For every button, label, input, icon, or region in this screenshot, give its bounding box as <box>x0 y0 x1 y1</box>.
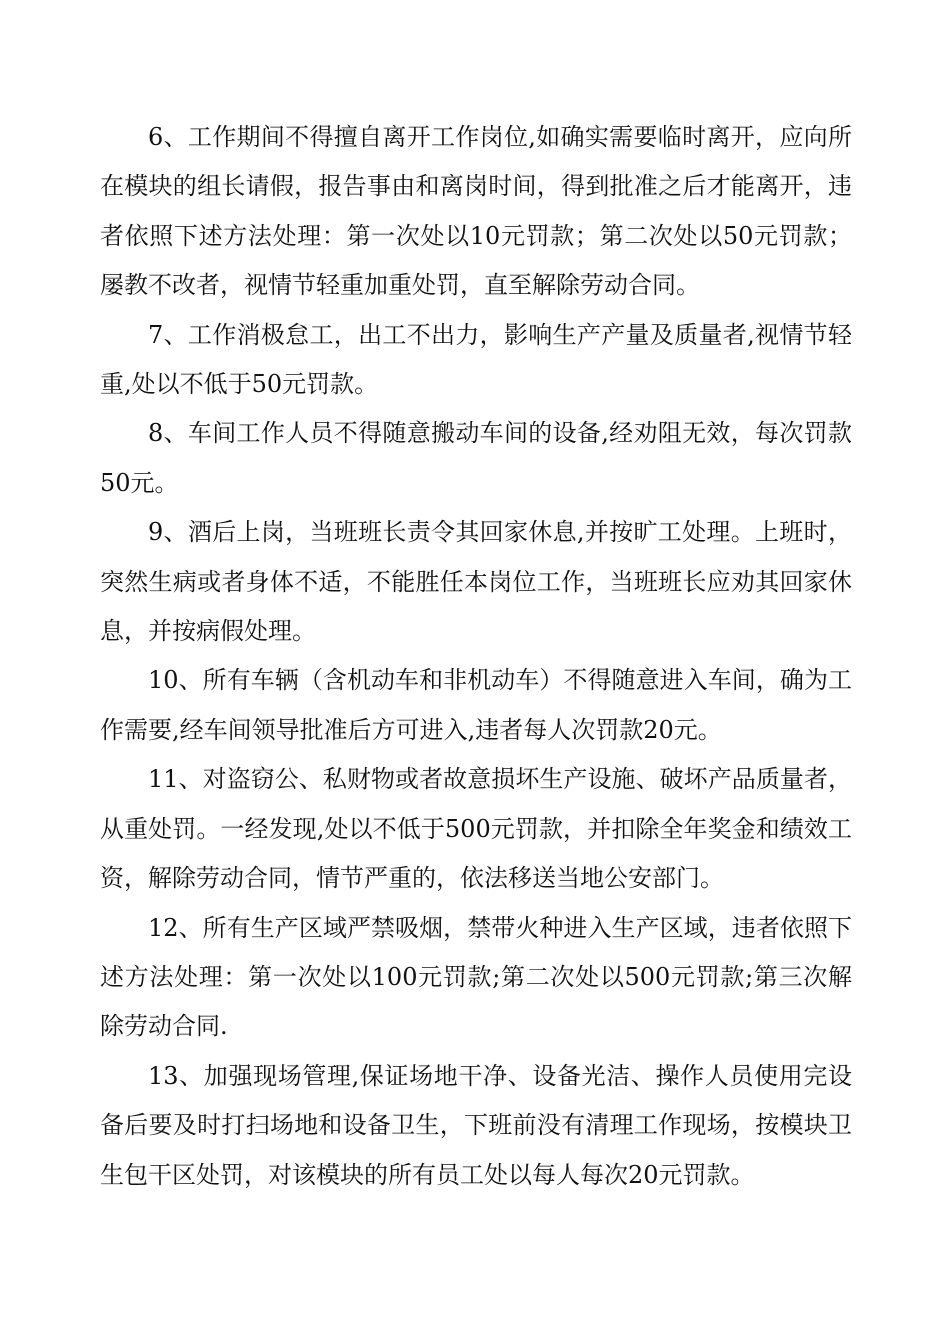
rule-paragraph-12: 12、所有生产区域严禁吸烟，禁带火种进入生产区域，违者依照下述方法处理：第一次处以100元罚款;第二次处以500元罚款;第三次解除劳动合同. <box>100 913 852 1041</box>
rule-paragraph-13: 13、加强现场管理,保证场地干净、设备光洁、操作人员使用完设备后要及时打扫场地和设备卫生，下班前没有清理工作现场，按模块卫生包干区处罚，对该模块的所有员工处以每人每次20元罚款。 <box>100 1061 852 1189</box>
rule-paragraph-8: 8、车间工作人员不得随意搬动车间的设备,经劝阻无效，每次罚款50元。 <box>100 419 852 497</box>
rule-paragraph-11: 11、对盗窃公、私财物或者故意损坏生产设施、破坏产品质量者，从重处罚。一经发现,处以不低于500元罚款，并扣除全年奖金和绩效工资，解除劳动合同，情节严重的，依法移送当地公安部门。 <box>100 765 852 893</box>
rule-paragraph-10: 10、所有车辆（含机动车和非机动车）不得随意进入车间，确为工作需要,经车间领导批准后方可进入,违者每人次罚款20元。 <box>100 666 852 744</box>
rule-paragraph-9: 9、酒后上岗，当班班长责令其回家休息,并按旷工处理。上班时，突然生病或者身体不适，不能胜任本岗位工作，当班班长应劝其回家休息，并按病假处理。 <box>100 518 852 646</box>
rule-paragraph-6: 6、工作期间不得擅自离开工作岗位,如确实需要临时离开，应向所在模块的组长请假，报告事由和离岗时间，得到批准之后才能离开，违者依照下述方法处理：第一次处以10元罚款；第二次处以50元罚款；屡教不改者，视情节轻重加重处罚，直至解除劳动合同。 <box>100 123 852 300</box>
document-body <box>100 113 852 1200</box>
rule-paragraph-7: 7、工作消极怠工，出工不出力，影响生产产量及质量者,视情节轻重,处以不低于50元罚款。 <box>100 320 852 399</box>
